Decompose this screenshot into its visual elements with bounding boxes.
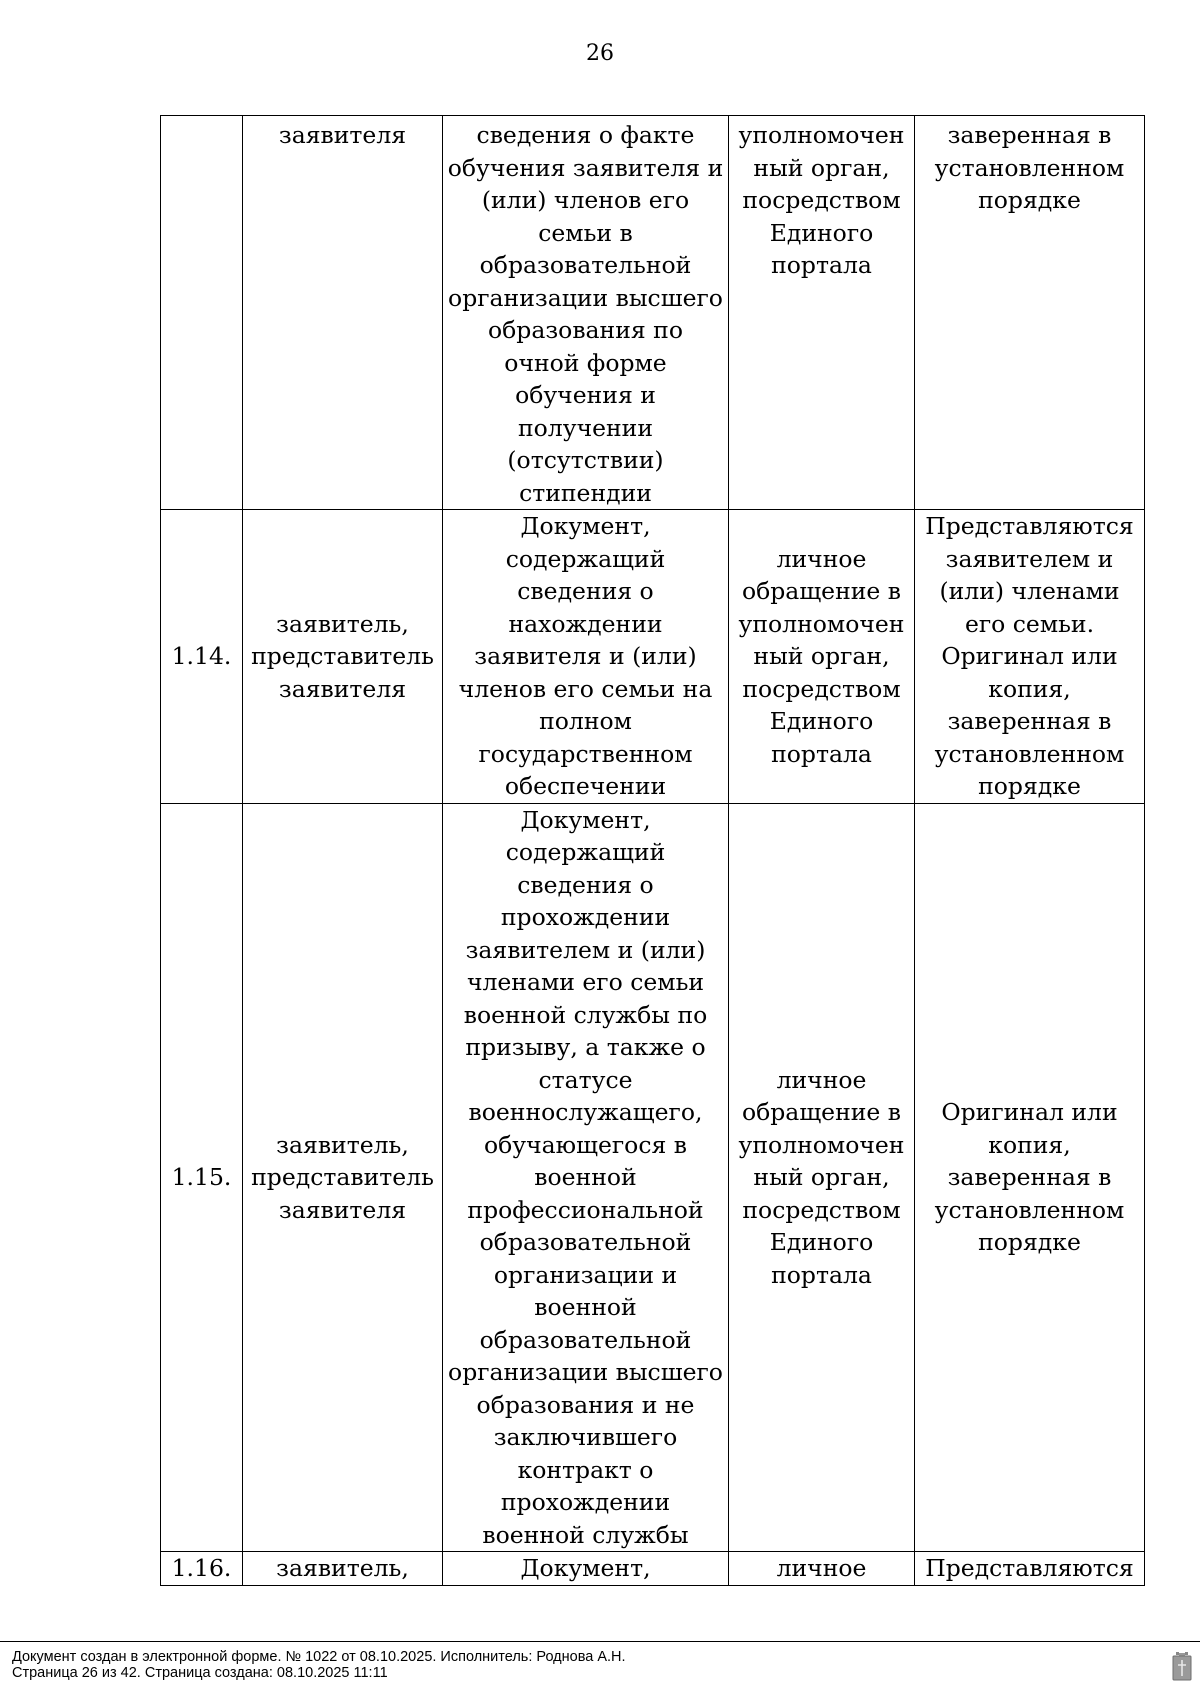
document-cell: Документ, содержащий сведения о нахождении заявителя и (или) членов его семьи на полном государственном обеспечении (443, 510, 729, 804)
row-number-cell (161, 116, 243, 510)
submission-method-cell: личное (729, 1552, 915, 1586)
applicant-cell: заявителя (243, 116, 443, 510)
row-number-cell: 1.16. (161, 1552, 243, 1586)
document-cell: Документ, содержащий сведения о прохождении заявителем и (или) членами его семьи военной службы по призыву, а также о статусе военнослужащего, обучающегося в военной профессиональной образовательной организации и военной образовательной организации высшего образования и не заключившего контракт о прохождении военной службы (443, 803, 729, 1552)
submission-method-cell: уполномочен ный орган, посредством Единого портала (729, 116, 915, 510)
documents-table (160, 115, 1145, 1586)
note-cell: Оригинал или копия, заверенная в установленном порядке (915, 803, 1145, 1552)
note-cell: заверенная в установленном порядке (915, 116, 1145, 510)
note-cell: Представляются (915, 1552, 1145, 1586)
document-cell: сведения о факте обучения заявителя и (или) членов его семьи в образовательной организации высшего образования по очной форме обучения и получении (отсутствии) стипендии (443, 116, 729, 510)
footer (12, 1649, 626, 1681)
table-row (161, 803, 1145, 1552)
submission-method-cell: личное обращение в уполномочен ный орган, посредством Единого портала (729, 803, 915, 1552)
table-row (161, 1552, 1145, 1586)
footer-divider (0, 1641, 1200, 1642)
applicant-cell: заявитель, представитель заявителя (243, 803, 443, 1552)
submission-method-cell: личное обращение в уполномочен ный орган, посредством Единого портала (729, 510, 915, 804)
table-row (161, 116, 1145, 510)
row-number-cell: 1.15. (161, 803, 243, 1552)
applicant-cell: заявитель, представитель заявителя (243, 510, 443, 804)
page-number: 26 (586, 41, 614, 66)
footer-line-2: Страница 26 из 42. Страница создана: 08.10.2025 11:11 (12, 1665, 388, 1681)
footer-line-1: Документ создан в электронной форме. № 1022 от 08.10.2025. Исполнитель: Роднова А.Н. (12, 1649, 626, 1665)
table-row (161, 510, 1145, 804)
applicant-cell: заявитель, (243, 1552, 443, 1586)
coat-of-arms-icon (1172, 1651, 1192, 1681)
note-cell: Представляются заявителем и (или) членами его семьи. Оригинал или копия, заверенная в установленном порядке (915, 510, 1145, 804)
row-number-cell: 1.14. (161, 510, 243, 804)
document-cell: Документ, (443, 1552, 729, 1586)
